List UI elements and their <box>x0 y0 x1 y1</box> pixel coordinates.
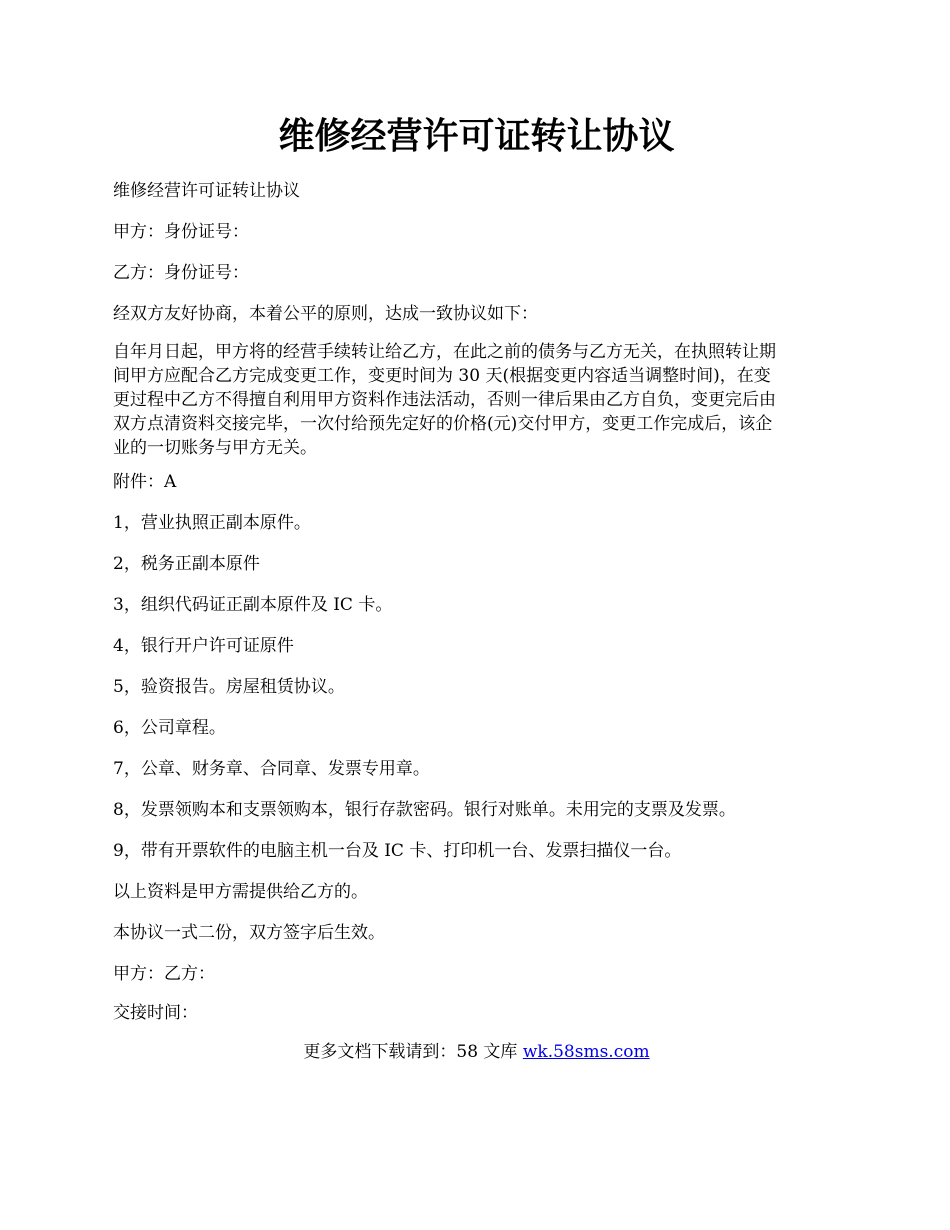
list-item: 5，验资报告。房屋租赁协议。 <box>113 677 345 697</box>
party-a-paragraph: 甲方：身份证号： <box>113 222 249 242</box>
list-item: 7，公章、财务章、合同章、发票专用章。 <box>113 759 430 779</box>
body-line-5: 业的一切账务与甲方无关。 <box>113 438 317 458</box>
footer-link[interactable]: wk.58sms.com <box>522 1042 650 1062</box>
body-line-4: 双方点清资料交接完毕，一次付给预先定好的价格(元)交付甲方，变更工作完成后，该企 <box>113 414 773 434</box>
list-item: 9，带有开票软件的电脑主机一台及 IC 卡、打印机一台、发票扫描仪一台。 <box>113 841 682 861</box>
list-item: 2，税务正副本原件 <box>113 554 260 574</box>
document-title: 维修经营许可证转让协议 <box>278 115 675 157</box>
footer-note <box>113 1040 840 1064</box>
effectiveness-paragraph: 本协议一式二份，双方签字后生效。 <box>113 923 385 943</box>
agreement-body-paragraph <box>113 340 840 460</box>
materials-note-paragraph: 以上资料是甲方需提供给乙方的。 <box>113 882 368 902</box>
body-line-2: 间甲方应配合乙方完成变更工作，变更时间为 30 天(根据变更内容适当调整时间)，在变 <box>113 366 771 386</box>
list-item: 4，银行开户许可证原件 <box>113 636 294 656</box>
party-b-paragraph: 乙方：身份证号： <box>113 263 249 283</box>
list-item: 3，组织代码证正副本原件及 IC 卡。 <box>113 595 393 615</box>
subtitle-paragraph: 维修经营许可证转让协议 <box>113 181 300 201</box>
attachment-heading: 附件：A <box>113 472 177 492</box>
intro-paragraph: 经双方友好协商，本着公平的原则，达成一致协议如下： <box>113 304 538 324</box>
signature-paragraph: 甲方：乙方： <box>113 964 215 984</box>
list-item: 1，营业执照正副本原件。 <box>113 513 311 533</box>
list-item: 6，公司章程。 <box>113 718 226 738</box>
body-line-3: 更过程中乙方不得擅自利用甲方资料作违法活动，否则一律后果由乙方自负，变更完后由 <box>113 390 776 410</box>
body-line-1: 自年月日起，甲方将的经营手续转让给乙方，在此之前的债务与乙方无关，在执照转让期 <box>113 342 776 362</box>
footer-prefix: 更多文档下载请到：58 文库 <box>303 1042 523 1062</box>
list-item: 8，发票领购本和支票领购本，银行存款密码。银行对账单。未用完的支票及发票。 <box>113 800 736 820</box>
handover-time-paragraph: 交接时间： <box>113 1003 198 1023</box>
